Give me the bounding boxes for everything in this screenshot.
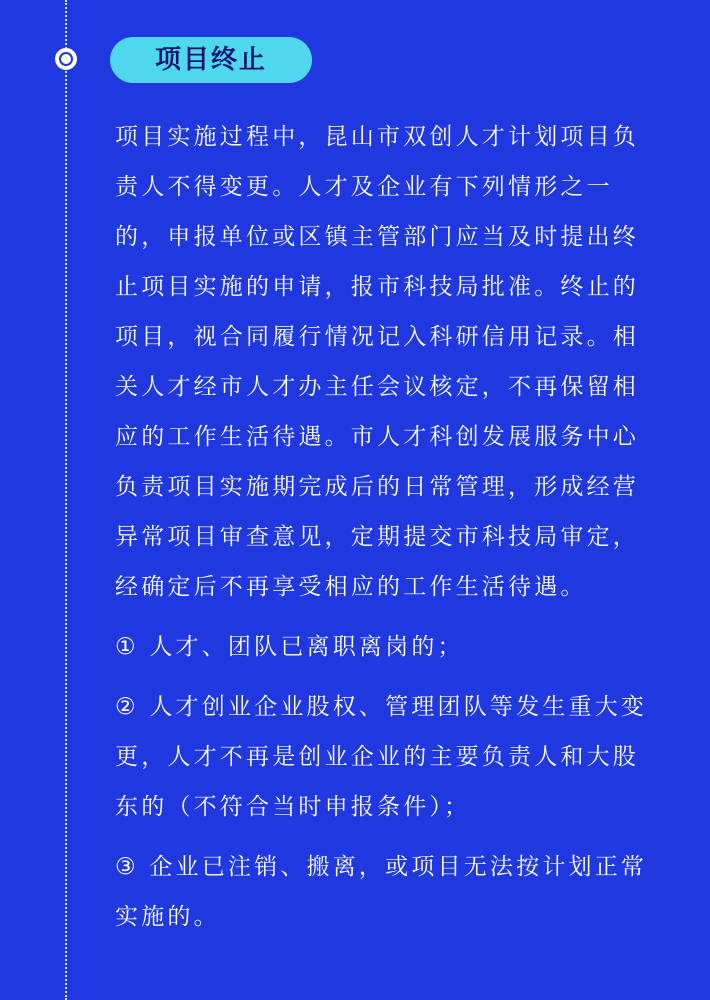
list-item: ① 人才、团队已离职离岗的； (115, 634, 464, 660)
intro-paragraph: 项目实施过程中，昆山市双创人才计划项目负责人不得变更。人才及企业有下列情形之一的，申报单位或区镇主管部门应当及时提出终止项目实施的申请，报市科技局批准。终止的项目，视合同履行情况记入科研信用记录。相关人才经市人才办主任会议核定，不再保留相应的工作生活待遇。市人才科创发展服务中心负责项目实施期完成后的日常管理，形成经营异常项目审查意见，定期提交市科技局审定，经确定后不再享受相应的工作生活待遇。 (115, 124, 639, 600)
section-title: 项目终止 (110, 37, 312, 83)
timeline-node-icon (55, 48, 77, 70)
article-body (115, 112, 663, 942)
list-item: ③ 企业已注销、搬离，或项目无法按计划正常实施的。 (115, 854, 648, 930)
list-item: ② 人才创业企业股权、管理团队等发生重大变更，人才不再是创业企业的主要负责人和大股东的（不符合当时申报条件）； (115, 694, 648, 820)
timeline-dotted-line (65, 0, 67, 1000)
